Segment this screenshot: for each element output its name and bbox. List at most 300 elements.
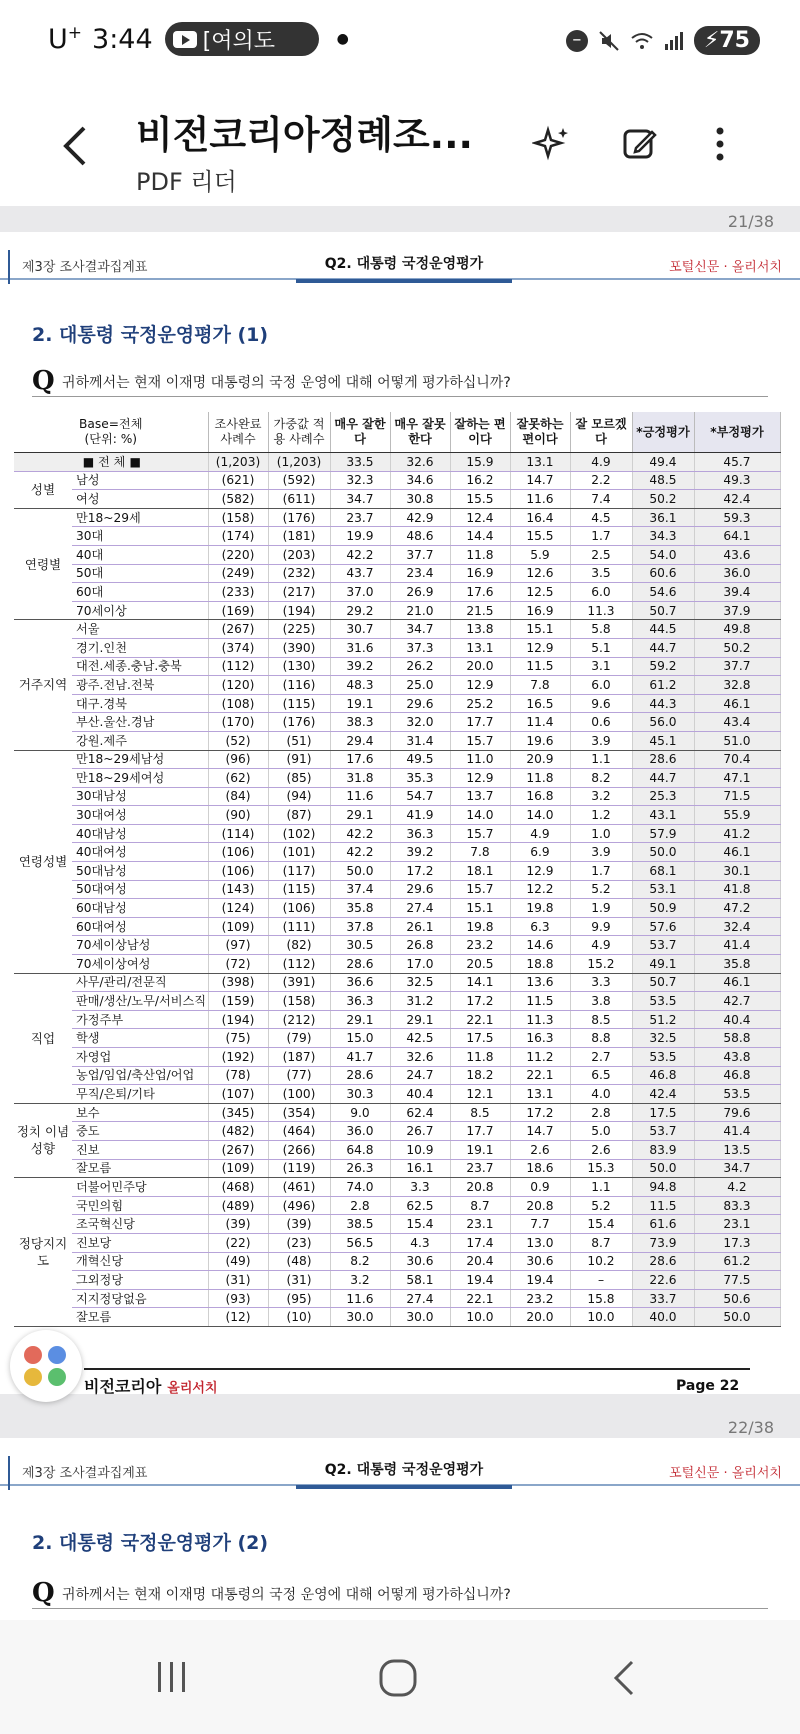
table-cell: 30.5: [330, 936, 390, 955]
table-row: [14, 1271, 780, 1290]
table-cell: 23.1: [694, 1215, 780, 1234]
table-cell: (31): [208, 1271, 268, 1290]
table-cell: (194): [268, 601, 330, 620]
table-cell: 27.4: [390, 1289, 450, 1308]
pdf-page: [0, 1438, 800, 1620]
table-cell: 17.7: [450, 713, 510, 732]
table-cell: 62.4: [390, 1103, 450, 1122]
table-cell: 26.8: [390, 936, 450, 955]
table-cell: 53.5: [632, 992, 694, 1011]
table-cell: 40.0: [632, 1308, 694, 1327]
table-cell: 26.1: [390, 917, 450, 936]
table-cell: 32.6: [390, 453, 450, 472]
table-cell: 44.7: [632, 638, 694, 657]
table-cell: 12.9: [510, 638, 570, 657]
table-cell: 6.0: [570, 676, 632, 695]
table-row: [14, 471, 780, 490]
table-cell: 16.4: [510, 508, 570, 527]
table-cell: 1.9: [570, 899, 632, 918]
table-cell: 5.0: [570, 1122, 632, 1141]
table-cell: (49): [208, 1252, 268, 1271]
table-row: [14, 880, 780, 899]
table-header-cell: 매우 잘못 한다: [390, 412, 450, 453]
table-header-cell: *긍정평가: [632, 412, 694, 453]
row-label: 더불어민주당: [72, 1178, 208, 1197]
table-cell: (176): [268, 508, 330, 527]
table-cell: 13.1: [510, 1085, 570, 1104]
table-cell: 7.4: [570, 490, 632, 509]
table-cell: 11.8: [510, 769, 570, 788]
table-cell: 31.8: [330, 769, 390, 788]
table-cell: (116): [268, 676, 330, 695]
table-cell: 13.1: [450, 638, 510, 657]
notification-pill[interactable]: [여의도: [165, 22, 319, 56]
row-label: 만18~29세여성: [72, 769, 208, 788]
table-cell: (374): [208, 638, 268, 657]
table-cell: 32.0: [390, 713, 450, 732]
table-row: [14, 583, 780, 602]
table-cell: 44.3: [632, 694, 694, 713]
row-label: 진보: [72, 1140, 208, 1159]
table-header-cell: 가중값 적 용 사례수: [268, 412, 330, 453]
table-cell: 2.8: [330, 1196, 390, 1215]
table-cell: 16.1: [390, 1159, 450, 1178]
row-label: 남성: [72, 471, 208, 490]
table-cell: 28.6: [632, 1252, 694, 1271]
row-label: 30대: [72, 527, 208, 546]
table-cell: (120): [208, 676, 268, 695]
table-cell: 37.7: [390, 545, 450, 564]
header-right: 포털신문 · 올리서치: [669, 260, 782, 275]
table-cell: 14.1: [450, 973, 510, 992]
table-cell: (220): [208, 545, 268, 564]
table-cell: 19.1: [450, 1140, 510, 1159]
table-cell: 41.7: [330, 1048, 390, 1067]
table-cell: 12.4: [450, 508, 510, 527]
row-label: 잘모름: [72, 1308, 208, 1327]
table-cell: 17.2: [450, 992, 510, 1011]
table-cell: 30.6: [510, 1252, 570, 1271]
table-cell: 8.2: [570, 769, 632, 788]
table-cell: 4.9: [510, 824, 570, 843]
table-cell: 47.2: [694, 899, 780, 918]
table-cell: 20.0: [510, 1308, 570, 1327]
table-cell: 17.4: [450, 1233, 510, 1252]
table-cell: 3.3: [390, 1178, 450, 1197]
results-table: [14, 412, 781, 1327]
table-cell: 14.7: [510, 1122, 570, 1141]
table-cell: 19.1: [330, 694, 390, 713]
row-label: 70세이상: [72, 601, 208, 620]
table-cell: (391): [268, 973, 330, 992]
table-cell: 49.3: [694, 471, 780, 490]
table-cell: 12.9: [510, 862, 570, 881]
table-cell: 30.3: [330, 1085, 390, 1104]
row-label: 국민의힘: [72, 1196, 208, 1215]
table-cell: (130): [268, 657, 330, 676]
table-cell: 28.6: [330, 1066, 390, 1085]
table-row: [14, 1159, 780, 1178]
table-row: [14, 973, 780, 992]
table-cell: 36.3: [390, 824, 450, 843]
table-cell: 34.7: [330, 490, 390, 509]
table-cell: (267): [208, 1140, 268, 1159]
table-row: [14, 620, 780, 639]
table-cell: 49.5: [390, 750, 450, 769]
table-row: [14, 676, 780, 695]
table-cell: 47.1: [694, 769, 780, 788]
table-cell: (93): [208, 1289, 268, 1308]
table-cell: 34.3: [632, 527, 694, 546]
row-label: 강원.제주: [72, 731, 208, 750]
edit-icon[interactable]: [620, 124, 660, 164]
table-cell: 17.5: [632, 1103, 694, 1122]
question-text: 귀하께서는 현재 이재명 대통령의 국정 운영에 대해 어떻게 평가하십니까?: [62, 1587, 511, 1603]
table-cell: (91): [268, 750, 330, 769]
table-row: [14, 564, 780, 583]
table-cell: 11.8: [450, 545, 510, 564]
table-cell: (119): [268, 1159, 330, 1178]
table-cell: (39): [208, 1215, 268, 1234]
table-cell: 42.2: [330, 824, 390, 843]
table-cell: 8.2: [330, 1252, 390, 1271]
table-cell: 26.9: [390, 583, 450, 602]
table-cell: 29.1: [330, 1010, 390, 1029]
table-header-cell: 잘못하는 편이다: [510, 412, 570, 453]
table-cell: 37.3: [390, 638, 450, 657]
recents-icon[interactable]: [154, 1660, 190, 1694]
table-cell: 23.2: [510, 1289, 570, 1308]
table-cell: 11.6: [330, 1289, 390, 1308]
table-cell: 62.5: [390, 1196, 450, 1215]
question-text: 귀하께서는 현재 이재명 대통령의 국정 운영에 대해 어떻게 평가하십니까?: [62, 375, 511, 391]
table-cell: 15.0: [330, 1029, 390, 1048]
group-label: 성별: [14, 471, 72, 508]
table-cell: 37.4: [330, 880, 390, 899]
table-cell: 8.7: [570, 1233, 632, 1252]
table-cell: 17.6: [330, 750, 390, 769]
table-cell: (187): [268, 1048, 330, 1067]
table-cell: 6.0: [570, 583, 632, 602]
table-cell: 45.1: [632, 731, 694, 750]
table-cell: 20.8: [510, 1196, 570, 1215]
section-title: 2. 대통령 국정운영평가 (2): [32, 1532, 269, 1554]
table-cell: (496): [268, 1196, 330, 1215]
table-cell: 54.7: [390, 787, 450, 806]
table-cell: 11.8: [450, 1048, 510, 1067]
table-cell: 29.6: [390, 694, 450, 713]
table-cell: (464): [268, 1122, 330, 1141]
back-icon[interactable]: [610, 1658, 640, 1698]
table-cell: (115): [268, 694, 330, 713]
table-cell: (192): [208, 1048, 268, 1067]
table-row: [14, 806, 780, 825]
table-cell: 11.6: [510, 490, 570, 509]
table-cell: 16.2: [450, 471, 510, 490]
table-cell: (114): [208, 824, 268, 843]
table-cell: (194): [208, 1010, 268, 1029]
table-cell: 43.4: [694, 713, 780, 732]
table-cell: 50.2: [632, 490, 694, 509]
table-cell: (84): [208, 787, 268, 806]
table-cell: 6.3: [510, 917, 570, 936]
table-cell: 4.5: [570, 508, 632, 527]
table-cell: 36.6: [330, 973, 390, 992]
table-cell: 1.1: [570, 750, 632, 769]
table-cell: 3.5: [570, 564, 632, 583]
table-cell: 14.7: [510, 471, 570, 490]
table-row: [14, 601, 780, 620]
table-cell: 54.0: [632, 545, 694, 564]
table-cell: 37.7: [694, 657, 780, 676]
table-cell: (77): [268, 1066, 330, 1085]
table-row: [14, 936, 780, 955]
table-cell: (592): [268, 471, 330, 490]
table-cell: 22.1: [450, 1010, 510, 1029]
table-cell: 17.2: [510, 1103, 570, 1122]
table-cell: 8.7: [450, 1196, 510, 1215]
header-tick: [8, 1456, 10, 1490]
table-cell: 48.5: [632, 471, 694, 490]
table-cell: 33.5: [330, 453, 390, 472]
table-cell: 16.9: [450, 564, 510, 583]
table-cell: (345): [208, 1103, 268, 1122]
carrier-label: U+: [48, 23, 83, 55]
table-cell: 13.7: [450, 787, 510, 806]
table-cell: (170): [208, 713, 268, 732]
table-cell: (115): [268, 880, 330, 899]
row-label: 학생: [72, 1029, 208, 1048]
table-cell: 33.7: [632, 1289, 694, 1308]
table-cell: 19.8: [510, 899, 570, 918]
table-cell: (101): [268, 843, 330, 862]
row-label: 30대여성: [72, 806, 208, 825]
table-cell: 71.5: [694, 787, 780, 806]
table-cell: 44.5: [632, 620, 694, 639]
table-cell: 59.3: [694, 508, 780, 527]
table-row: [14, 1103, 780, 1122]
row-label: 무직/은퇴/기타: [72, 1085, 208, 1104]
table-cell: 15.8: [570, 1289, 632, 1308]
dnd-icon: –: [566, 30, 588, 52]
table-cell: 32.5: [632, 1029, 694, 1048]
footer-sub: 올리서치: [167, 1381, 218, 1396]
table-cell: 5.8: [570, 620, 632, 639]
row-label: 가정주부: [72, 1010, 208, 1029]
table-row: [14, 1122, 780, 1141]
table-cell: 64.1: [694, 527, 780, 546]
table-cell: 6.9: [510, 843, 570, 862]
table-cell: 61.6: [632, 1215, 694, 1234]
table-cell: 19.9: [330, 527, 390, 546]
table-cell: 15.1: [510, 620, 570, 639]
table-cell: 59.2: [632, 657, 694, 676]
row-label: 지지정당없음: [72, 1289, 208, 1308]
table-cell: 29.2: [330, 601, 390, 620]
table-cell: 28.6: [632, 750, 694, 769]
table-cell: 56.5: [330, 1233, 390, 1252]
row-label: 서울: [72, 620, 208, 639]
table-cell: 61.2: [632, 676, 694, 695]
row-label: 40대여성: [72, 843, 208, 862]
chapter-label: 제3장 조사결과집계표: [22, 1466, 148, 1481]
table-cell: 7.8: [450, 843, 510, 862]
table-cell: 5.2: [570, 1196, 632, 1215]
table-cell: 36.0: [330, 1122, 390, 1141]
group-label: 정당지지도: [14, 1178, 72, 1327]
table-cell: (106): [208, 862, 268, 881]
table-cell: 15.7: [450, 731, 510, 750]
nav-bar: [0, 1620, 800, 1734]
table-cell: 8.8: [570, 1029, 632, 1048]
table-cell: 30.0: [390, 1308, 450, 1327]
table-cell: 12.5: [510, 583, 570, 602]
table-cell: 19.4: [450, 1271, 510, 1290]
table-row: [14, 713, 780, 732]
table-cell: 58.1: [390, 1271, 450, 1290]
table-cell: (1,203): [268, 453, 330, 472]
sparkle-icon[interactable]: [532, 124, 572, 164]
table-cell: 30.6: [390, 1252, 450, 1271]
group-label: 거주지역: [14, 620, 72, 750]
table-cell: 5.9: [510, 545, 570, 564]
table-cell: 9.0: [330, 1103, 390, 1122]
table-cell: 32.8: [694, 676, 780, 695]
row-label: 30대남성: [72, 787, 208, 806]
table-cell: 61.2: [694, 1252, 780, 1271]
row-label: 사무/관리/전문직: [72, 973, 208, 992]
table-cell: (10): [268, 1308, 330, 1327]
table-cell: 77.5: [694, 1271, 780, 1290]
table-cell: 41.8: [694, 880, 780, 899]
table-cell: 13.1: [510, 453, 570, 472]
table-cell: 27.4: [390, 899, 450, 918]
table-cell: 94.8: [632, 1178, 694, 1197]
table-cell: 15.3: [570, 1159, 632, 1178]
table-cell: 10.0: [450, 1308, 510, 1327]
row-label: 60대남성: [72, 899, 208, 918]
table-cell: 15.2: [570, 955, 632, 974]
table-cell: 26.7: [390, 1122, 450, 1141]
table-row: [14, 490, 780, 509]
more-vertical-icon[interactable]: [700, 124, 740, 164]
table-cell: (96): [208, 750, 268, 769]
table-cell: 42.2: [330, 545, 390, 564]
table-cell: 35.3: [390, 769, 450, 788]
table-cell: 3.2: [330, 1271, 390, 1290]
table-cell: 70.4: [694, 750, 780, 769]
table-row: [14, 545, 780, 564]
table-cell: 13.8: [450, 620, 510, 639]
table-cell: 45.7: [694, 453, 780, 472]
table-cell: 11.4: [510, 713, 570, 732]
page-counter: 21/38: [727, 212, 774, 231]
page-header: [0, 1452, 800, 1486]
table-header-cell: 잘하는 편 이다: [450, 412, 510, 453]
table-cell: 46.1: [694, 694, 780, 713]
table-cell: 11.0: [450, 750, 510, 769]
table-cell: 17.5: [450, 1029, 510, 1048]
table-header-row: [14, 412, 780, 453]
table-cell: 15.5: [450, 490, 510, 509]
table-cell: 42.4: [694, 490, 780, 509]
table-cell: 23.4: [390, 564, 450, 583]
row-label: 판매/생산/노무/서비스직: [72, 992, 208, 1011]
table-cell: 46.8: [632, 1066, 694, 1085]
table-header-cell: 매우 잘한 다: [330, 412, 390, 453]
table-cell: 11.5: [632, 1196, 694, 1215]
table-row: [14, 955, 780, 974]
table-cell: (106): [268, 899, 330, 918]
home-icon[interactable]: [378, 1658, 418, 1698]
table-cell: 49.1: [632, 955, 694, 974]
table-cell: 15.7: [450, 880, 510, 899]
row-label: 40대남성: [72, 824, 208, 843]
table-row: [14, 1010, 780, 1029]
table-cell: 1.7: [570, 527, 632, 546]
table-cell: 4.2: [694, 1178, 780, 1197]
table-cell: 29.1: [390, 1010, 450, 1029]
table-cell: 30.0: [330, 1308, 390, 1327]
back-arrow-icon[interactable]: [56, 124, 96, 168]
table-cell: 26.2: [390, 657, 450, 676]
table-cell: 4.0: [570, 1085, 632, 1104]
table-cell: (461): [268, 1178, 330, 1197]
table-cell: (95): [268, 1289, 330, 1308]
battery-icon: ⚡75: [694, 26, 760, 55]
table-cell: 20.5: [450, 955, 510, 974]
q-mark: Q: [32, 366, 55, 396]
table-cell: 41.9: [390, 806, 450, 825]
header-tick: [8, 250, 10, 284]
table-cell: (82): [268, 936, 330, 955]
table-cell: (176): [268, 713, 330, 732]
table-cell: (109): [208, 1159, 268, 1178]
table-cell: 11.5: [510, 992, 570, 1011]
table-cell: 34.7: [390, 620, 450, 639]
table-cell: 12.6: [510, 564, 570, 583]
table-row: [14, 1178, 780, 1197]
table-cell: 21.0: [390, 601, 450, 620]
table-cell: 50.7: [632, 973, 694, 992]
table-cell: 32.3: [330, 471, 390, 490]
row-label: 40대: [72, 545, 208, 564]
row-label: 그외정당: [72, 1271, 208, 1290]
table-cell: 43.7: [330, 564, 390, 583]
table-cell: (582): [208, 490, 268, 509]
table-cell: (108): [208, 694, 268, 713]
table-cell: 38.3: [330, 713, 390, 732]
table-row: [14, 899, 780, 918]
table-cell: 83.9: [632, 1140, 694, 1159]
table-row: [14, 1196, 780, 1215]
table-cell: 1.1: [570, 1178, 632, 1197]
table-cell: 2.7: [570, 1048, 632, 1067]
table-cell: (111): [268, 917, 330, 936]
row-label: 부산.울산.경남: [72, 713, 208, 732]
table-cell: 17.3: [694, 1233, 780, 1252]
table-cell: 2.8: [570, 1103, 632, 1122]
table-cell: 10.2: [570, 1252, 632, 1271]
table-cell: 13.6: [510, 973, 570, 992]
table-cell: 37.9: [694, 601, 780, 620]
table-cell: 30.8: [390, 490, 450, 509]
table-cell: (94): [268, 787, 330, 806]
table-cell: (85): [268, 769, 330, 788]
table-cell: 17.0: [390, 955, 450, 974]
table-cell: (87): [268, 806, 330, 825]
table-cell: 32.5: [390, 973, 450, 992]
